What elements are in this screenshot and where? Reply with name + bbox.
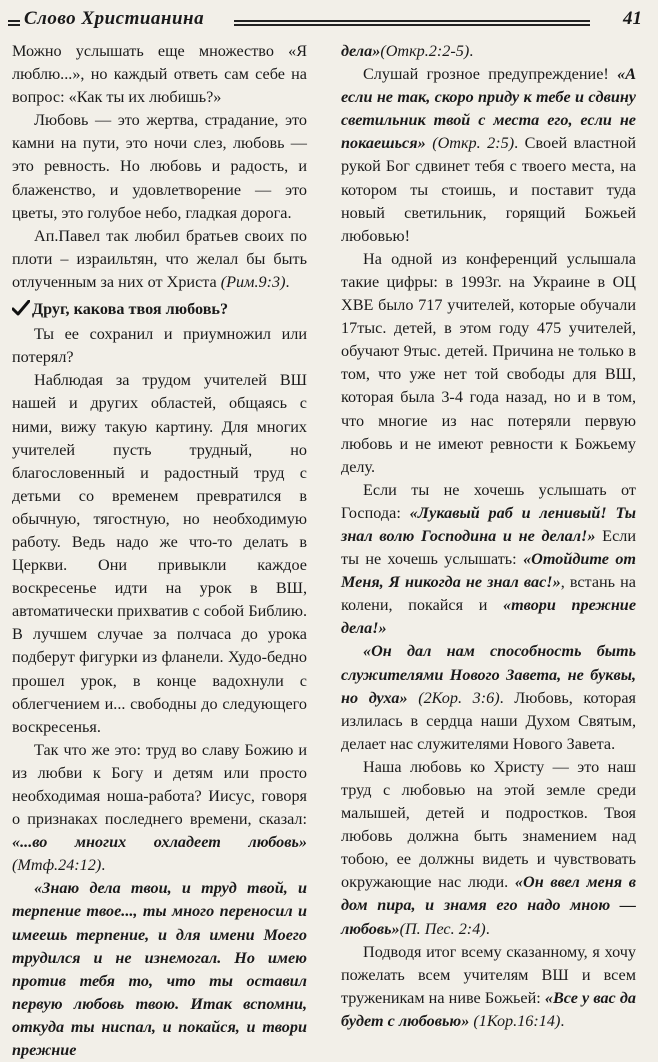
scripture-ref: (Мтф.24:12) xyxy=(12,856,102,875)
scripture-quote: «Знаю дела твои, и труд твой, и терпение твое..., ты много переносил и имеешь терпение, и для имени Моего трудился и не изнемогал. Но имею против тебя то, что ты оставил первую любовь твою. Итак вспомни, откуда ты ниспал, и покайся, и твори прежние xyxy=(12,879,307,1060)
paragraph: Можно услышать еще множество «Я люблю...», но каждый ответь сам себе на вопрос: «Как ты их любишь?» xyxy=(12,42,307,107)
text: Ап.Павел так любил братьев своих по плоти – израильтян, что желал бы быть отлученным за них от Христа xyxy=(12,226,307,291)
paragraph xyxy=(341,40,636,63)
header-rule xyxy=(234,20,590,26)
paragraph xyxy=(12,225,307,294)
scripture-quote: «А если не так, скоро приду к тебе и сдвину светильник твой с места его, если не покаешься» xyxy=(341,65,636,153)
text: . xyxy=(285,272,290,291)
paragraph: Наблюдая за трудом учителей ВШ нашей и других областей, общаясь с ними, вижу такую картину. Для многих учителей пусть трудный, но благословенный и радостный труд с детьми со временем превратился в обычную, тягостную, но необходимую работу. Ведь надо же что-то делать в Церкви. Они привыкли каждое воскресенье идти на урок в ВШ, автоматически прихватив с собой Библию. В лучшем случае за полчаса до урока подберут фигурки из фланели. Худо-бедно прошел урок, в конце вадохнули с облегчением и... свободны до следующего воскресенья. xyxy=(12,371,307,736)
text: Так что же это: труд во славу Божию и из любви к Богу и детям или просто необходимая ноша-работа? Иисус, говоря о признаках последнего времени, сказал: xyxy=(12,740,307,829)
paragraph xyxy=(341,479,636,641)
scripture-ref: (Откр.2:2-5) xyxy=(380,42,470,60)
paragraph: Ты ее сохранил и приумножил или потерял? xyxy=(12,325,307,367)
text: . xyxy=(469,42,474,60)
right-column xyxy=(341,40,636,1033)
text: . Своей властной рукой Бог сдвинет тебя с твоего места, на котором ты стоишь, и поставит туда новый светильник, горящий Божьей любовью! xyxy=(341,134,637,245)
check-icon xyxy=(12,300,32,323)
scripture-quote: «Все у вас да будет с любовью» xyxy=(341,988,636,1030)
scripture-quote: «твори прежние дела!» xyxy=(341,596,636,638)
header-rule-left xyxy=(8,20,20,26)
scripture-quote: «...во многих охладеет любовь» xyxy=(12,833,307,852)
text: Подводя итог всему сказанному, я хочу пожелать всем учителям ВШ и всем труженикам на ниве Божьей: xyxy=(341,942,636,1007)
text: Наша любовь ко Христу — это наш труд с любовью на этой земле среди малышей, детей и подростков. Твоя любовь должна быть знамением над тобою, ее должны видеть и чувствовать окружающие нас люди. xyxy=(341,757,636,892)
paragraph: На одной из конференций услышала такие цифры: в 1993г. на Украине в ОЦ ХВЕ было 717 учителей, которые обучали 17тыс. детей, в этом году 475 учителей, обучают 9тыс. детей. Причина не только в том, что уже нет той свободы для ВШ, которая была 3-4 года назад, но и в том, что многие из нас потеряли первую любовь и не имеют ревности к Божьему делу. xyxy=(341,249,636,476)
scripture-ref: (1Кор.16:14) xyxy=(473,1011,561,1030)
paragraph xyxy=(341,63,636,248)
paragraph xyxy=(341,941,636,1033)
running-header xyxy=(8,8,648,38)
scripture-quote: дела» xyxy=(341,42,381,60)
text: . xyxy=(485,919,490,938)
section-heading xyxy=(12,298,307,323)
scripture-ref: (Рим.9:3) xyxy=(220,272,286,291)
text: Слушай грозное предупреждение! xyxy=(363,65,618,84)
paragraph xyxy=(341,756,636,941)
paragraph xyxy=(12,739,307,878)
scripture-quote: «Он дал нам способность быть служителями Нового Завета, не буквы, но духа» xyxy=(341,642,636,707)
scripture-ref: (Откр. 2:5) xyxy=(432,134,515,153)
scripture-quote: «Лукавый раб и ленивый! Ты знал волю Господина и не делал!» xyxy=(341,503,636,545)
page-number: 41 xyxy=(623,8,642,29)
paragraph xyxy=(12,877,307,1062)
text: , встань на колени, покайся и xyxy=(341,573,636,615)
scripture-ref: (2Кор. 3:6) xyxy=(418,688,500,707)
text: . xyxy=(560,1011,565,1030)
text: . xyxy=(101,856,106,875)
scripture-quote: «Он ввел меня в дом пира, и знамя его надо мною — любовь» xyxy=(341,873,636,938)
journal-title: Слово Христианина xyxy=(24,8,210,30)
scripture-quote: «Отойдите от Меня, Я никогда не знал вас!» xyxy=(341,550,636,592)
text: Если ты не хочешь услышать от Господа: xyxy=(341,480,636,522)
paragraph: Любовь — это жертва, страдание, это камни на пути, это ночи слез, любовь — это ревность. Но любовь и радость, и блаженство, и удовлетворение — это цветы, это голубое небо, гладкая дорога. xyxy=(12,111,307,222)
text: . Любовь, которая излилась в сердца наши Духом Святым, делает нас служителями Нового Завета. xyxy=(341,688,637,753)
paragraph xyxy=(341,640,636,755)
heading-text: Друг, какова твоя любовь? xyxy=(32,300,229,319)
left-column xyxy=(12,40,307,1062)
text: Если ты не хочешь услышать: xyxy=(341,526,636,569)
scripture-ref: (П. Пес. 2:4) xyxy=(399,919,486,938)
